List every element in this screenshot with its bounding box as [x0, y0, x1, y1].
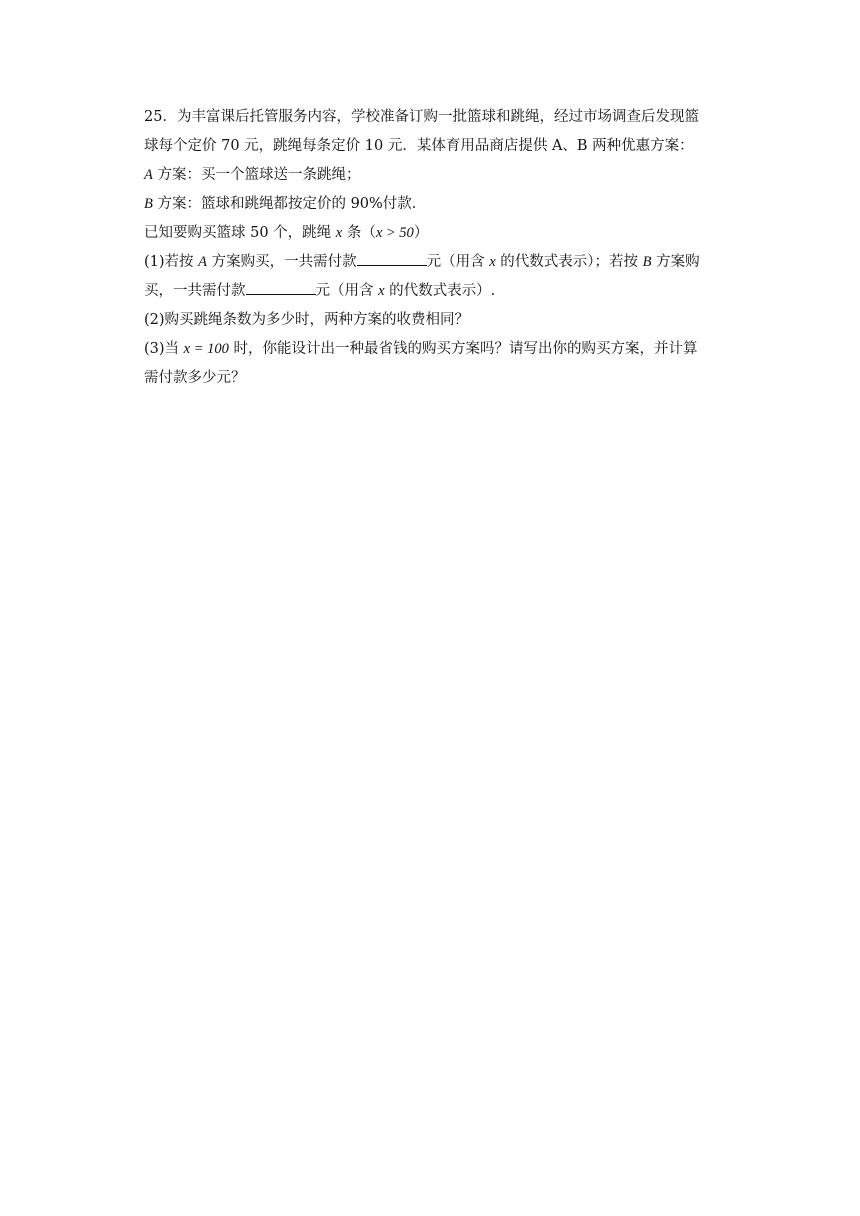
q1-text-a: (1)若按: [144, 254, 199, 270]
given-line: [144, 219, 716, 248]
given-text-post: ）: [413, 225, 429, 241]
q1-var-a: A: [198, 254, 208, 270]
plan-a-text: 方案：买一个篮球送一条跳绳；: [152, 167, 361, 183]
plan-b-label: B: [144, 196, 153, 212]
q3-text-b: 时，你能设计出一种最省钱的购买方案吗？请写出你的购买方案，并计算: [228, 341, 698, 357]
given-condition: x > 50: [375, 225, 414, 241]
q1-text-g: 元（用含: [315, 283, 379, 299]
q1-text-h: 的代数式表示）.: [384, 283, 496, 299]
q1-var-x2: x: [378, 283, 385, 299]
problem-intro-line-2: [144, 132, 716, 161]
question-3-line-1: [144, 335, 716, 364]
q1-text-e: 方案购: [651, 254, 700, 270]
q1-text-f: 买，一共需付款: [144, 283, 246, 299]
plan-a-line: [144, 161, 716, 190]
given-text-pre: 已知要购买篮球 50 个，跳绳: [144, 225, 336, 241]
q1-var-b: B: [642, 254, 652, 270]
plan-a-label: A: [144, 167, 153, 183]
problem-25: [144, 103, 716, 393]
q1-text-b: 方案购买，一共需付款: [207, 254, 357, 270]
answer-blank-plan-a[interactable]: [357, 251, 427, 266]
given-text-mid: 条（: [342, 225, 376, 241]
intro-text-1: 25．为丰富课后托管服务内容，学校准备订购一批篮球和跳绳，经过市场调查后发现篮: [144, 109, 699, 125]
q2-text: (2)购买跳绳条数为多少时，两种方案的收费相同？: [144, 312, 470, 328]
q3-condition: x = 100: [183, 341, 229, 357]
q3-text-a: (3)当: [144, 341, 184, 357]
question-3-line-2: [144, 364, 716, 393]
question-2-line: [144, 306, 716, 335]
problem-intro-line-1: [144, 103, 716, 132]
question-1-line-2: [144, 277, 716, 306]
q1-text-d: 的代数式表示）；若按: [495, 254, 643, 270]
answer-blank-plan-b[interactable]: [246, 280, 316, 295]
q1-var-x: x: [489, 254, 496, 270]
plan-b-text: 方案：篮球和跳绳都按定价的 90%付款．: [152, 196, 427, 212]
q1-text-c: 元（用含: [426, 254, 490, 270]
question-1-line-1: [144, 248, 716, 277]
q3-text-c: 需付款多少元？: [144, 370, 246, 386]
plan-b-line: [144, 190, 716, 219]
given-var-x: x: [335, 225, 343, 241]
intro-text-2: 球每个定价 70 元，跳绳每条定价 10 元．某体育用品商店提供 A、B 两种优惠方案：: [144, 138, 694, 154]
